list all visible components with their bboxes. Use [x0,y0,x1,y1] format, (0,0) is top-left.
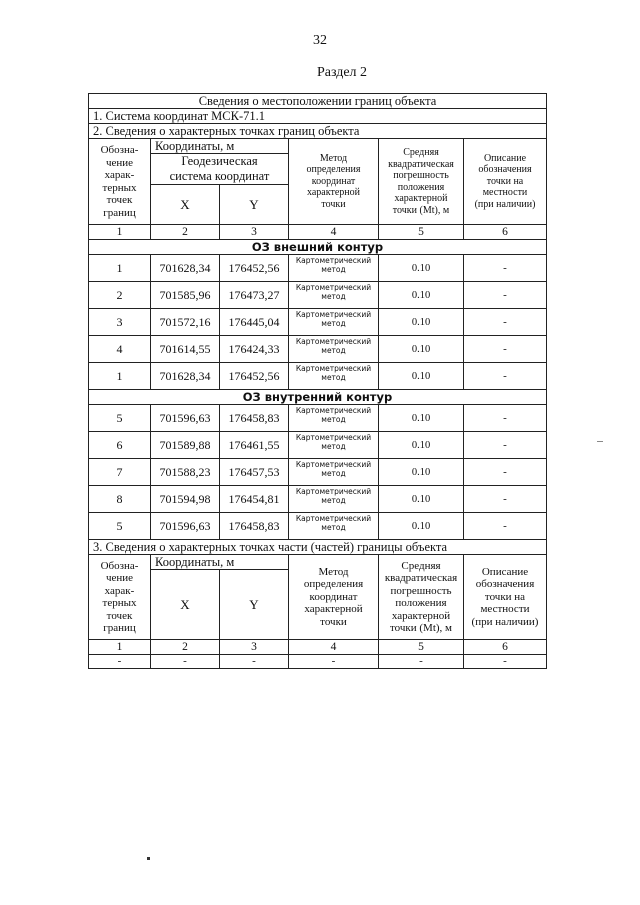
header-coordinates: Координаты, м [151,139,289,154]
table-row [89,432,547,459]
description-cell: - [464,336,547,363]
contour-title: ОЗ внутренний контур [89,390,547,405]
header-coordinates: Координаты, м [151,555,289,570]
method-cell: Картометрический метод [289,486,379,513]
point-id: 7 [89,459,151,486]
header-index: 1 [89,225,151,240]
header-index: 4 [289,225,379,240]
description-cell: - [464,486,547,513]
coord-y: 176454,81 [220,486,289,513]
table-row [89,336,547,363]
point-id: 5 [89,513,151,540]
method-cell: Картометрический метод [289,255,379,282]
empty-cell: - [151,655,220,669]
error-cell: 0.10 [379,282,464,309]
empty-cell: - [89,655,151,669]
contour-title: ОЗ внешний контур [89,240,547,255]
page-number: 32 [313,33,327,48]
method-cell: Картометрический метод [289,459,379,486]
table-row [89,282,547,309]
empty-cell: - [379,655,464,669]
coord-y: 176457,53 [220,459,289,486]
coord-x: 701588,23 [151,459,220,486]
empty-cell: - [289,655,379,669]
method-cell: Картометрический метод [289,336,379,363]
header-geodetic-system: Геодезическая система координат [151,154,289,185]
error-cell: 0.10 [379,513,464,540]
coord-x: 701585,96 [151,282,220,309]
header-index: 1 [89,640,151,655]
table-row [89,405,547,432]
method-cell: Картометрический метод [289,309,379,336]
description-cell: - [464,405,547,432]
point-id: 5 [89,405,151,432]
method-cell: Картометрический метод [289,405,379,432]
coord-y: 176452,56 [220,255,289,282]
coord-y: 176473,27 [220,282,289,309]
header-index: 4 [289,640,379,655]
coord-x: 701589,88 [151,432,220,459]
points-section-title: 2. Сведения о характерных точках границ объекта [89,124,547,139]
header-index: 2 [151,225,220,240]
header-index: 6 [464,225,547,240]
header-x: X [151,570,220,640]
error-cell: 0.10 [379,405,464,432]
header-y: Y [220,570,289,640]
header-index: 3 [220,225,289,240]
description-cell: - [464,282,547,309]
coord-y: 176458,83 [220,513,289,540]
header-description: Описание обозначения точки на местности (при наличии) [464,555,547,640]
error-cell: 0.10 [379,363,464,390]
header-y: Y [220,185,289,225]
header-point-designation: Обозна- чение харак- терных точек границ [89,139,151,225]
header-index: 5 [379,640,464,655]
table-row [89,513,547,540]
header-error: Средняя квадратическая погрешность положения характерной точки (Mt), м [379,139,464,225]
point-id: 4 [89,336,151,363]
empty-cell: - [220,655,289,669]
coord-x: 701628,34 [151,255,220,282]
coord-y: 176445,04 [220,309,289,336]
table-row [89,459,547,486]
description-cell: - [464,459,547,486]
table-row [89,255,547,282]
table-title: Сведения о местоположении границ объекта [89,94,547,109]
coord-x: 701596,63 [151,405,220,432]
table-row [89,309,547,336]
point-id: 8 [89,486,151,513]
coord-x: 701596,63 [151,513,220,540]
point-id: 2 [89,282,151,309]
error-cell: 0.10 [379,336,464,363]
coord-y: 176424,33 [220,336,289,363]
coord-y: 176461,55 [220,432,289,459]
method-cell: Картометрический метод [289,363,379,390]
header-method: Метод определения координат характерной точки [289,555,379,640]
table-row [89,655,547,669]
section-title: Раздел 2 [316,65,368,80]
header-point-designation: Обозна- чение харак- терных точек границ [89,555,151,640]
coord-x: 701628,34 [151,363,220,390]
header-description: Описание обозначения точки на местности (при наличии) [464,139,547,225]
description-cell: - [464,309,547,336]
method-cell: Картометрический метод [289,282,379,309]
coord-x: 701594,98 [151,486,220,513]
scan-artifact [147,857,150,860]
description-cell: - [464,255,547,282]
table-row [89,486,547,513]
coord-x: 701572,16 [151,309,220,336]
error-cell: 0.10 [379,432,464,459]
method-cell: Картометрический метод [289,513,379,540]
table-row [89,363,547,390]
empty-cell: - [464,655,547,669]
parts-section-title: 3. Сведения о характерных точках части (частей) границы объекта [89,540,547,555]
header-index: 2 [151,640,220,655]
point-id: 3 [89,309,151,336]
description-cell: - [464,363,547,390]
error-cell: 0.10 [379,255,464,282]
error-cell: 0.10 [379,486,464,513]
point-id: 6 [89,432,151,459]
point-id: 1 [89,255,151,282]
header-index: 5 [379,225,464,240]
coordinate-system-row: 1. Система координат МСК-71.1 [89,109,547,124]
header-index: 3 [220,640,289,655]
scan-artifact [597,441,603,442]
coord-y: 176458,83 [220,405,289,432]
boundary-table [88,93,547,669]
error-cell: 0.10 [379,459,464,486]
method-cell: Картометрический метод [289,432,379,459]
header-method: Метод определения координат характерной точки [289,139,379,225]
header-error: Средняя квадратическая погрешность положения характерной точки (Mt), м [379,555,464,640]
point-id: 1 [89,363,151,390]
header-x: X [151,185,220,225]
description-cell: - [464,513,547,540]
header-index: 6 [464,640,547,655]
coord-x: 701614,55 [151,336,220,363]
error-cell: 0.10 [379,309,464,336]
coord-y: 176452,56 [220,363,289,390]
description-cell: - [464,432,547,459]
